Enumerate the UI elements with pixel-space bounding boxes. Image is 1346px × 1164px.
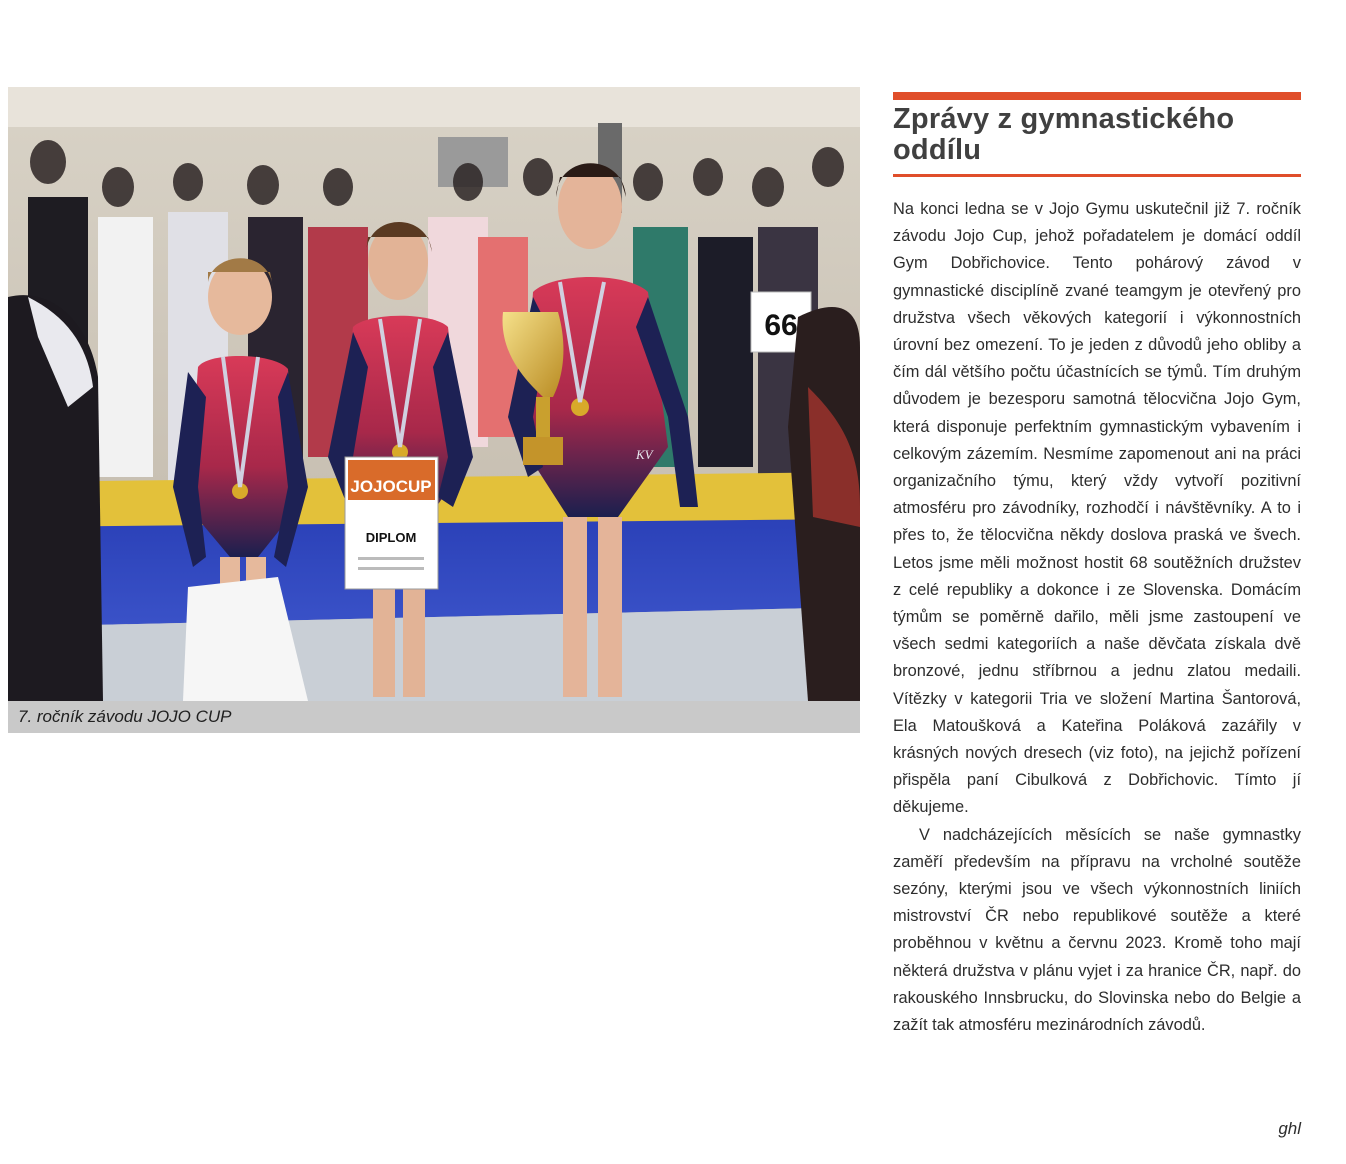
paragraph: Na konci ledna se v Jojo Gymu uskutečnil již 7. ročník závodu Jojo Cup, jehož pořadatelem je domácí oddíl Gym Dobřichovice. Tento pohárový závod v gymnastické disciplíně zvané teamgym je otevřený pro družstva všech věkových kategorií i výkonnostních úrovní bez omezení. To je jeden z důvodů jeho obliby a čím dál většího počtu účastnících se týmů. Tím druhým důvodem je bezesporu samotná tělocvična Jojo Gym, která disponuje perfektním gymnastickým vybavením i celkovým zázemím. Nesmíme zapomenout ani na práci organizačního týmu, který vždy vytvoří pozitivní atmosféru pro závodníky, rozhodčí i návštěvníky. A to i přes to, že tělocvična někdy doslova praská ve švech. Letos jsme měli možnost hostit 68 soutěžních družstev z celé republiky a dokonce i ze Slovenska. Domácím týmům se poměrně dařilo, měli jsme zastoupení ve všech sedmi kategoriích a naše děvčata získala dvě bronzové, jednu stříbrnou a jednu zlatou medaili. Vítězky v kategorii Tria ve složení Martina Šantorová, Ela Matoušková a Kateřina Poláková zazářily v krásných nových dresech (viz foto), na jejichž pořízení přispěla paní Cibulková z Dobřichovic. Tímto jí děkujeme. <box>893 200 1301 817</box>
article-body <box>893 196 1301 1039</box>
photo-caption-bar <box>8 701 860 733</box>
article-column <box>893 92 1301 1039</box>
bib-number: 66 <box>764 309 798 342</box>
article-photo <box>8 87 860 701</box>
gymnasts-photo-illustration <box>8 87 860 701</box>
diploma-heading: DIPLOM <box>365 530 417 545</box>
photo-caption: 7. ročník závodu JOJO CUP <box>18 707 232 726</box>
diploma-logo: JOJOCUP <box>350 477 432 496</box>
jersey-mark: KV <box>636 447 653 462</box>
article-title: Zprávy z gymnastického oddílu <box>893 103 1235 166</box>
author-signature: ghl <box>1278 1119 1301 1138</box>
title-rule-bottom <box>893 174 1301 177</box>
paragraph: V nadcházejících měsících se naše gymnastky zaměří především na přípravu na vrcholné soutěže sezóny, kterými jsou ve všech výkonnostních liniích mistrovství ČR nebo republikové soutěže a které proběhnou v květnu a červnu 2023. Kromě toho mají některá družstva v plánu vyjet i za hranice ČR, např. do rakouského Innsbrucku, do Slovinska nebo do Belgie a zažít tak atmosféru mezinárodních závodů. <box>893 825 1301 1035</box>
title-rule-top <box>893 92 1301 100</box>
